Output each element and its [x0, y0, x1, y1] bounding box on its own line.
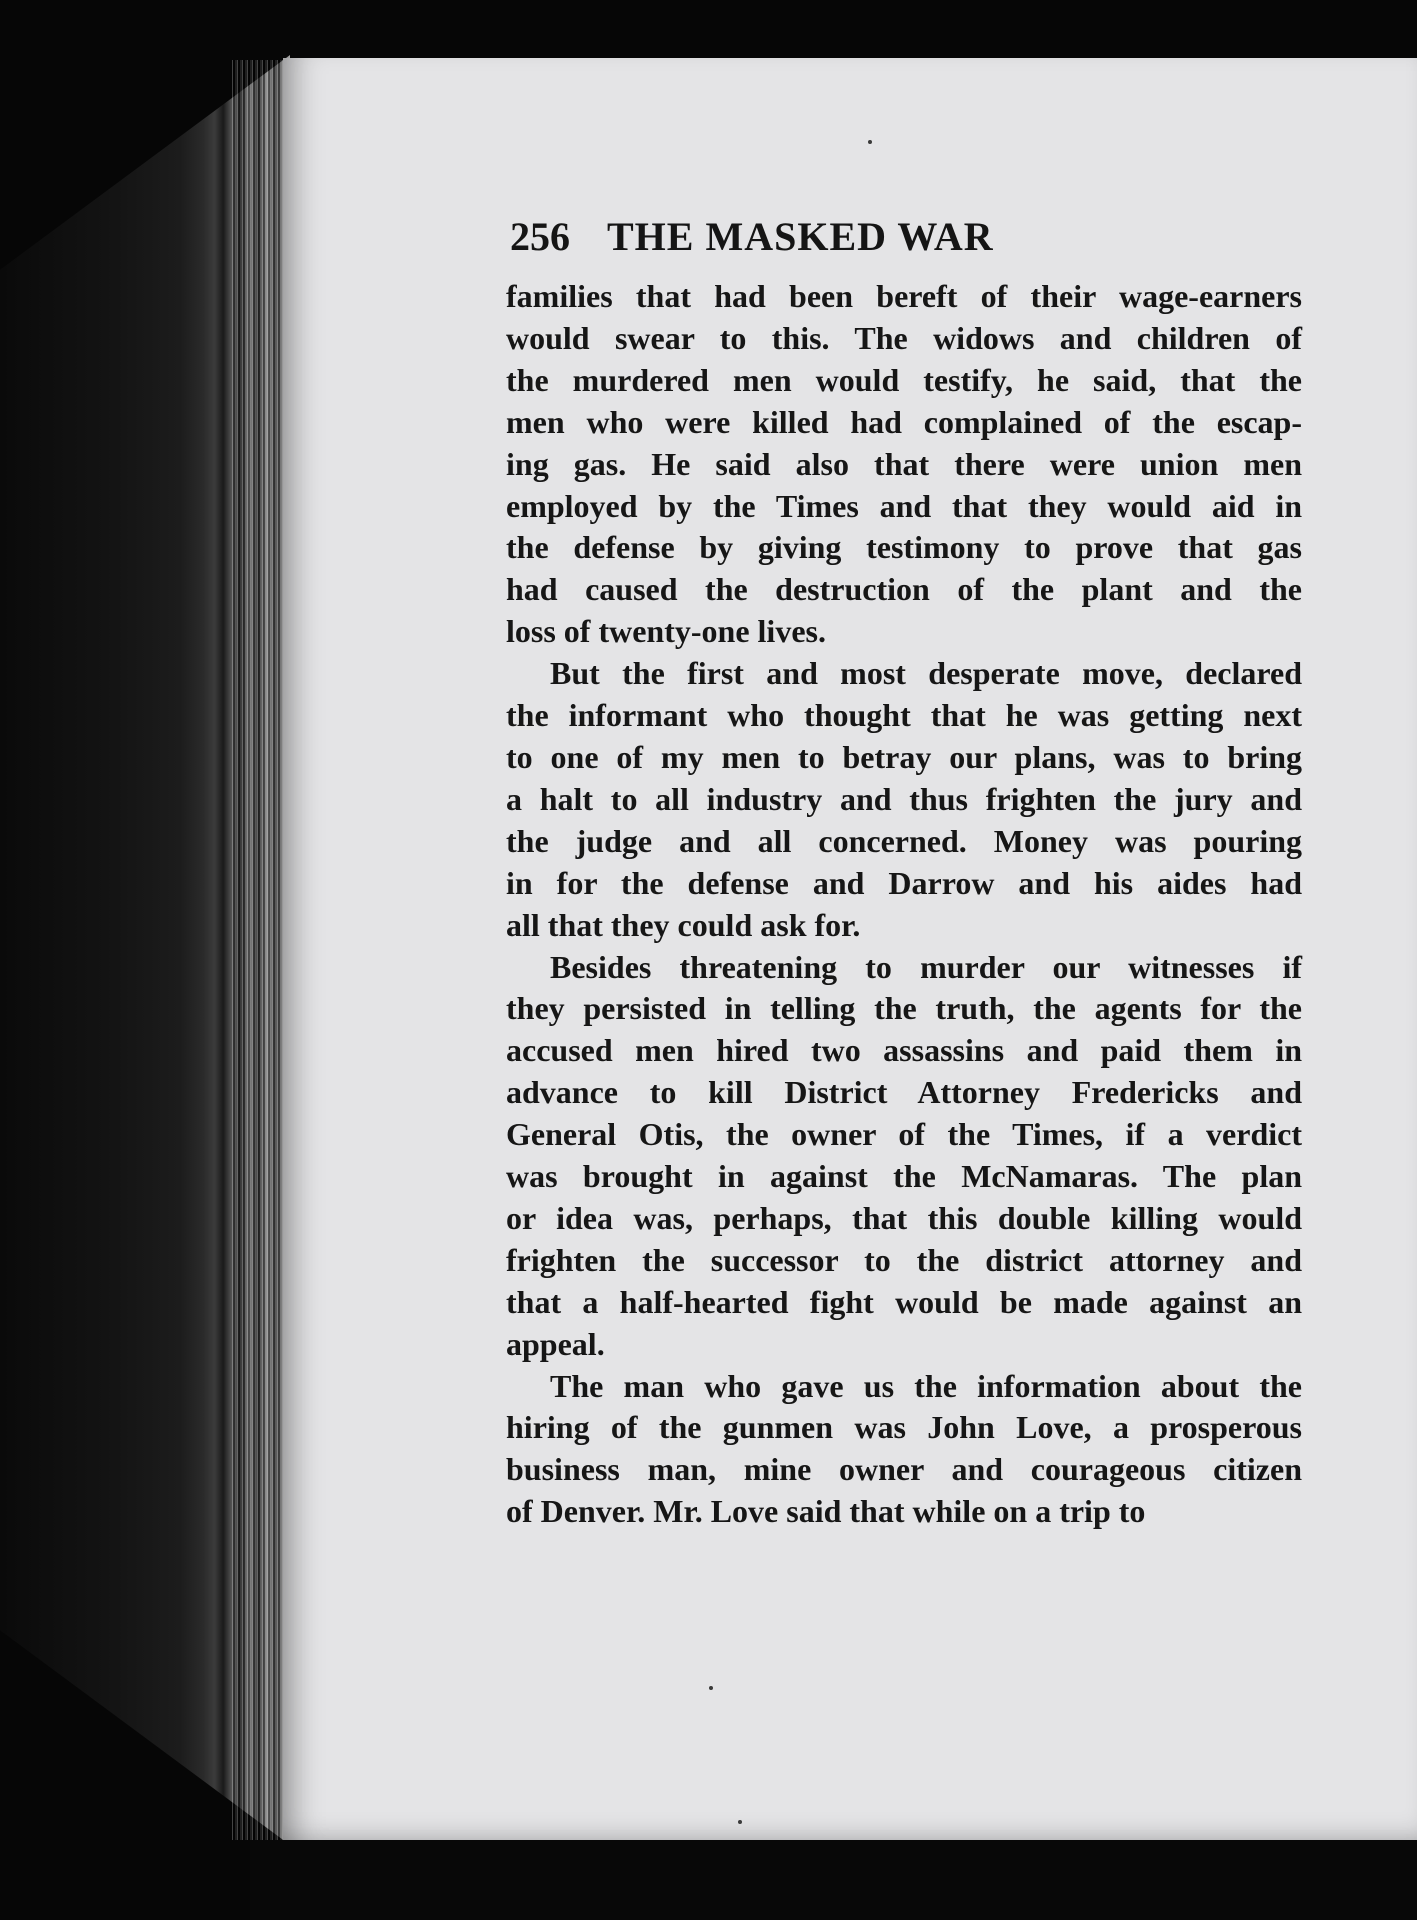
scan-speck [738, 1820, 742, 1824]
book-page-edge-lines [232, 60, 290, 1840]
scan-speck [868, 140, 872, 144]
text-line: hiring of the gunmen was John Love, a prosperous [506, 1409, 1302, 1446]
text-line: appeal. [506, 1325, 605, 1362]
text-line: frighten the successor to the district attorney and [506, 1241, 1302, 1278]
text-line: the murdered men would testify, he said, that the [506, 361, 1302, 398]
text-line: had caused the destruction of the plant and the [506, 571, 1302, 608]
paragraph [506, 276, 1302, 653]
text-line: to one of my men to betray our plans, was to bring [506, 738, 1302, 775]
page-header [510, 210, 1140, 264]
text-line: But the first and most desperate move, declared [550, 655, 1302, 692]
text-line: the defense by giving testimony to prove that gas [506, 529, 1302, 566]
text-line: or idea was, perhaps, that this double killing would [506, 1199, 1302, 1236]
text-line: ing gas. He said also that there were union men [506, 445, 1302, 482]
text-line: Besides threatening to murder our witnesses if [550, 948, 1302, 985]
running-title: THE MASKED WAR [607, 214, 994, 259]
text-line: families that had been bereft of their wage-earners [506, 278, 1302, 314]
text-line: all that they could ask for. [506, 906, 861, 943]
text-line: was brought in against the McNamaras. The plan [506, 1158, 1302, 1195]
text-line: accused men hired two assassins and paid them in [506, 1032, 1302, 1069]
paragraph [506, 1366, 1302, 1534]
text-line: that a half-hearted fight would be made against an [506, 1283, 1302, 1320]
text-line: of Denver. Mr. Love said that while on a trip to [506, 1493, 1146, 1530]
scan-speck [709, 1686, 713, 1690]
text-line: the judge and all concerned. Money was pouring [506, 822, 1302, 859]
paragraph [506, 653, 1302, 946]
text-line: would swear to this. The widows and children of [506, 319, 1302, 356]
text-line: in for the defense and Darrow and his aides had [506, 864, 1302, 901]
text-line: General Otis, the owner of the Times, if a verdict [506, 1116, 1302, 1153]
text-line: The man who gave us the information about the [550, 1367, 1302, 1404]
bottom-shadow [250, 1840, 1417, 1920]
text-line: the informant who thought that he was getting next [506, 697, 1302, 734]
text-line: they persisted in telling the truth, the agents for the [506, 990, 1302, 1027]
text-line: employed by the Times and that they would aid in [506, 487, 1302, 524]
body-text [506, 276, 1302, 1533]
page-number: 256 [510, 214, 570, 259]
paragraph [506, 947, 1302, 1366]
text-line: business man, mine owner and courageous citizen [506, 1451, 1302, 1488]
text-line: a halt to all industry and thus frighten the jury and [506, 780, 1302, 817]
text-line: loss of twenty-one lives. [506, 613, 826, 650]
text-line: advance to kill District Attorney Fredericks and [506, 1074, 1302, 1111]
text-line: men who were killed had complained of the escap- [506, 403, 1302, 440]
